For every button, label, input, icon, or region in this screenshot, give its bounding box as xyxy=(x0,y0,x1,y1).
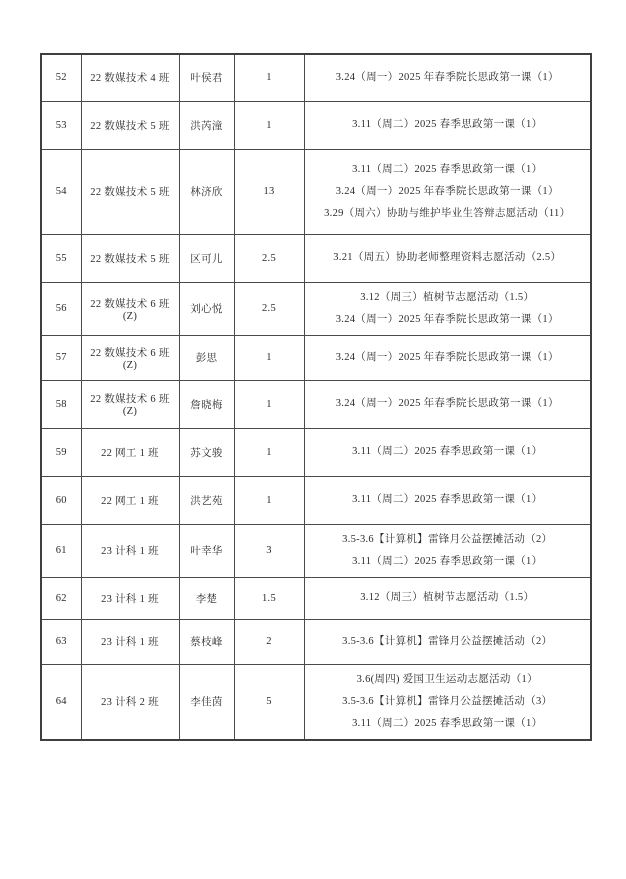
cell-activities xyxy=(304,335,591,380)
activity-line: 3.5-3.6【计算机】雷锋月公益摆摊活动（2） xyxy=(342,635,553,647)
cell-student-name: 叶幸华 xyxy=(179,524,234,577)
cell-student-name: 詹晓梅 xyxy=(179,380,234,428)
cell-activities xyxy=(304,149,591,234)
cell-student-name: 林济欣 xyxy=(179,149,234,234)
activity-line: 3.11（周二）2025 春季思政第一课（1） xyxy=(352,119,543,130)
cell-row-number: 53 xyxy=(41,101,81,149)
activity-line: 3.24（周一）2025 年春季院长思政第一课（1） xyxy=(335,313,559,325)
table-row xyxy=(41,380,591,428)
activity-line: 3.5-3.6【计算机】雷锋月公益摆摊活动（2） xyxy=(342,533,553,545)
cell-student-name: 李楚 xyxy=(179,577,234,619)
cell-student-name: 叶侯君 xyxy=(179,54,234,101)
cell-hours: 1 xyxy=(234,54,304,101)
cell-student-name: 苏文骏 xyxy=(179,428,234,476)
activity-line: 3.24（周一）2025 年春季院长思政第一课（1） xyxy=(335,185,559,197)
cell-class-name: 22 数媒技术 5 班 xyxy=(81,234,179,282)
cell-hours: 1 xyxy=(234,101,304,149)
activity-line: 3.29（周六）协助与维护毕业生答辩志愿活动（11） xyxy=(324,207,571,219)
cell-class-name: 22 网工 1 班 xyxy=(81,476,179,524)
cell-class-name: 22 数媒技术 4 班 xyxy=(81,54,179,101)
volunteer-hours-table xyxy=(40,53,592,741)
cell-activities xyxy=(304,577,591,619)
cell-row-number: 52 xyxy=(41,54,81,101)
cell-hours: 1 xyxy=(234,428,304,476)
activity-line: 3.11（周二）2025 春季思政第一课（1） xyxy=(352,446,543,457)
cell-class-name: 22 数媒技术 5 班 xyxy=(81,101,179,149)
activity-line: 3.6(周四) 爱国卫生运动志愿活动（1） xyxy=(356,673,538,685)
cell-activities xyxy=(304,101,591,149)
cell-student-name: 洪芮潼 xyxy=(179,101,234,149)
cell-class-name: 23 计科 1 班 xyxy=(81,619,179,664)
cell-row-number: 59 xyxy=(41,428,81,476)
cell-class-name: 22 数媒技术 6 班(Z) xyxy=(81,335,179,380)
cell-row-number: 58 xyxy=(41,380,81,428)
cell-activities xyxy=(304,524,591,577)
table-row xyxy=(41,335,591,380)
cell-student-name: 区可儿 xyxy=(179,234,234,282)
cell-row-number: 60 xyxy=(41,476,81,524)
activity-line: 3.11（周二）2025 春季思政第一课（1） xyxy=(352,717,543,729)
cell-row-number: 61 xyxy=(41,524,81,577)
cell-hours: 1 xyxy=(234,476,304,524)
table-row xyxy=(41,577,591,619)
cell-class-name: 23 计科 2 班 xyxy=(81,664,179,740)
activity-line: 3.12（周三）植树节志愿活动（1.5） xyxy=(360,291,535,303)
cell-class-name: 22 数媒技术 6 班(Z) xyxy=(81,282,179,335)
cell-activities xyxy=(304,664,591,740)
activity-line: 3.11（周二）2025 春季思政第一课（1） xyxy=(352,555,543,567)
cell-class-name: 22 数媒技术 5 班 xyxy=(81,149,179,234)
table-row xyxy=(41,619,591,664)
table-row xyxy=(41,524,591,577)
cell-hours: 2.5 xyxy=(234,282,304,335)
table-row xyxy=(41,428,591,476)
cell-activities xyxy=(304,282,591,335)
table-row xyxy=(41,664,591,740)
cell-hours: 1 xyxy=(234,380,304,428)
cell-student-name: 刘心悦 xyxy=(179,282,234,335)
cell-student-name: 李佳茵 xyxy=(179,664,234,740)
cell-class-name: 23 计科 1 班 xyxy=(81,577,179,619)
cell-row-number: 62 xyxy=(41,577,81,619)
cell-activities xyxy=(304,54,591,101)
cell-hours: 1 xyxy=(234,335,304,380)
cell-row-number: 63 xyxy=(41,619,81,664)
table-row xyxy=(41,149,591,234)
cell-hours: 5 xyxy=(234,664,304,740)
cell-activities xyxy=(304,619,591,664)
activity-line: 3.11（周二）2025 春季思政第一课（1） xyxy=(352,494,543,505)
cell-hours: 13 xyxy=(234,149,304,234)
cell-hours: 1.5 xyxy=(234,577,304,619)
cell-activities xyxy=(304,428,591,476)
table-row xyxy=(41,234,591,282)
cell-activities xyxy=(304,380,591,428)
table-row xyxy=(41,101,591,149)
cell-student-name: 洪艺苑 xyxy=(179,476,234,524)
activity-line: 3.24（周一）2025 年春季院长思政第一课（1） xyxy=(335,351,559,363)
cell-row-number: 56 xyxy=(41,282,81,335)
cell-activities xyxy=(304,476,591,524)
cell-class-name: 23 计科 1 班 xyxy=(81,524,179,577)
activity-line: 3.24（周一）2025 年春季院长思政第一课（1） xyxy=(335,71,559,83)
cell-row-number: 57 xyxy=(41,335,81,380)
cell-class-name: 22 网工 1 班 xyxy=(81,428,179,476)
cell-hours: 3 xyxy=(234,524,304,577)
activity-line: 3.11（周二）2025 春季思政第一课（1） xyxy=(352,163,543,175)
cell-activities xyxy=(304,234,591,282)
activity-line: 3.5-3.6【计算机】雷锋月公益摆摊活动（3） xyxy=(342,695,553,707)
activity-line: 3.21（周五）协助老师整理资料志愿活动（2.5） xyxy=(333,252,562,263)
cell-row-number: 55 xyxy=(41,234,81,282)
cell-row-number: 64 xyxy=(41,664,81,740)
activity-line: 3.12（周三）植树节志愿活动（1.5） xyxy=(360,592,535,603)
cell-hours: 2 xyxy=(234,619,304,664)
table-row xyxy=(41,476,591,524)
cell-row-number: 54 xyxy=(41,149,81,234)
activity-line: 3.24（周一）2025 年春季院长思政第一课（1） xyxy=(335,398,559,409)
table-row xyxy=(41,282,591,335)
table-row xyxy=(41,54,591,101)
cell-student-name: 彭思 xyxy=(179,335,234,380)
cell-student-name: 蔡枝峰 xyxy=(179,619,234,664)
cell-class-name: 22 数媒技术 6 班(Z) xyxy=(81,380,179,428)
cell-hours: 2.5 xyxy=(234,234,304,282)
